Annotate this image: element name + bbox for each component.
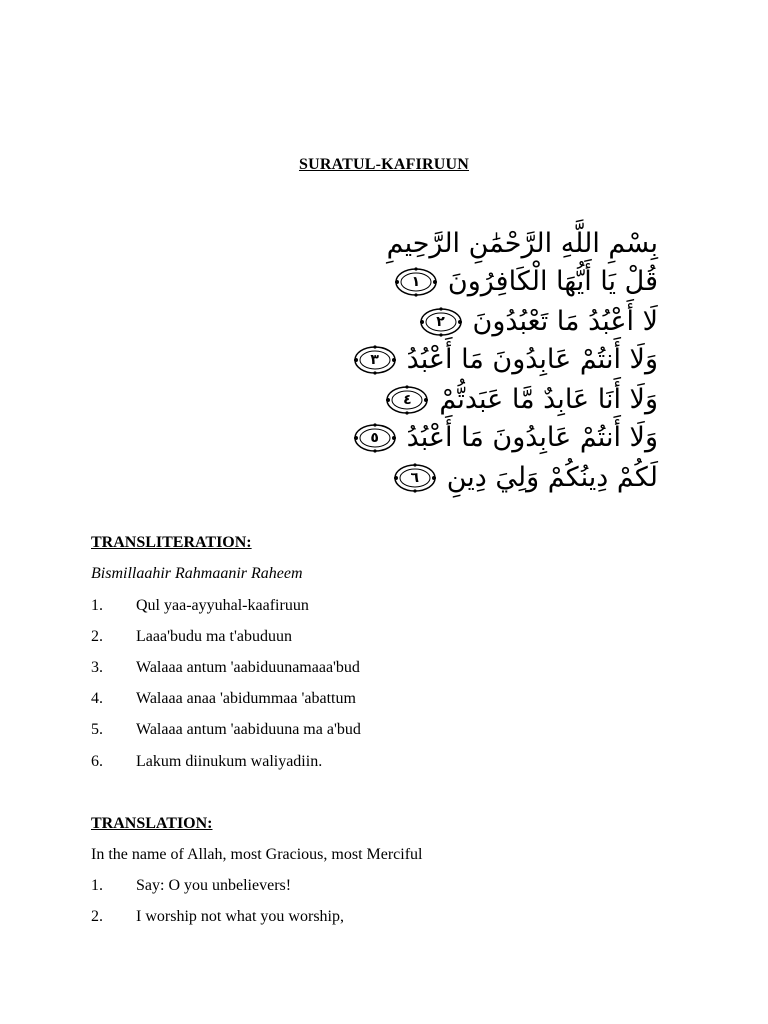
list-item-text: Walaaa antum 'aabiduuna ma a'bud (136, 721, 361, 738)
translation-heading: TRANSLATION: (91, 815, 213, 832)
verse-text: وَلَا أَنتُمْ عَابِدُونَ مَا أَعْبُدُ (406, 344, 658, 375)
arabic-verse (353, 420, 658, 456)
ayah-number: ٣ (370, 352, 379, 368)
list-item-number: 5. (91, 721, 103, 738)
list-item-text: Qul yaa-ayyuhal-kaafiruun (136, 597, 309, 614)
verse-text: لَكُمْ دِينُكُمْ وَلِيَ دِينِ (446, 462, 658, 493)
ayah-marker-icon (385, 384, 429, 416)
arabic-verse (385, 382, 658, 418)
list-item-text: I worship not what you worship, (136, 908, 344, 925)
arabic-verse (393, 460, 658, 496)
list-item-text: Walaaa antum 'aabiduunamaaa'bud (136, 659, 360, 676)
verse-text: وَلَا أَنَا عَابِدٌ مَّا عَبَدتُّمْ (439, 384, 658, 415)
ayah-marker-icon (353, 344, 397, 376)
list-item (91, 721, 361, 739)
list-item (91, 908, 344, 926)
list-item-number: 4. (91, 690, 103, 707)
ayah-marker-icon (393, 462, 437, 494)
list-item-text: Laaa'budu ma t'abuduun (136, 628, 292, 645)
list-item-text: Walaaa anaa 'abidummaa 'abattum (136, 690, 356, 707)
transliteration-heading: TRANSLITERATION: (91, 534, 252, 551)
translation-intro: In the name of Allah, most Gracious, most Merciful (91, 846, 423, 863)
ayah-number: ١ (411, 274, 421, 290)
list-item-text: Lakum diinukum waliyadiin. (136, 753, 323, 770)
ayah-marker-icon (419, 306, 463, 338)
verse-text: لَا أَعْبُدُ مَا تَعْبُدُونَ (472, 306, 658, 337)
list-item (91, 690, 356, 708)
list-item-number: 2. (91, 908, 103, 925)
verse-text: وَلَا أَنتُمْ عَابِدُونَ مَا أَعْبُدُ (406, 422, 658, 453)
list-item-number: 6. (91, 753, 103, 770)
transliteration-intro: Bismillaahir Rahmaanir Raheem (91, 565, 303, 582)
page-title: SURATUL-KAFIRUUN (298, 156, 470, 173)
list-item-text: Say: O you unbelievers! (136, 877, 292, 894)
list-item (91, 628, 292, 646)
ayah-marker-icon (353, 422, 397, 454)
arabic-verse (419, 304, 659, 340)
arabic-verse (353, 342, 658, 378)
list-item (91, 597, 309, 615)
ayah-number: ٤ (403, 392, 412, 408)
list-item (91, 877, 291, 895)
ayah-number: ٢ (436, 314, 445, 330)
arabic-basmala (387, 226, 658, 262)
arabic-verse (394, 264, 658, 300)
basmala-text: بِسْمِ اللَّهِ الرَّحْمَٰنِ الرَّحِيمِ (386, 228, 658, 259)
list-item-number: 1. (91, 597, 103, 614)
verse-text: قُلْ يَا أَيُّهَا الْكَافِرُونَ (447, 266, 658, 297)
list-item (91, 753, 322, 771)
list-item-number: 1. (91, 877, 103, 894)
list-item (91, 659, 360, 677)
ayah-number: ٦ (410, 470, 419, 486)
ayah-number: ٥ (370, 430, 379, 446)
list-item-number: 3. (91, 659, 103, 676)
list-item-number: 2. (91, 628, 103, 645)
arabic-surah-image (326, 212, 666, 512)
ayah-marker-icon (394, 266, 438, 298)
